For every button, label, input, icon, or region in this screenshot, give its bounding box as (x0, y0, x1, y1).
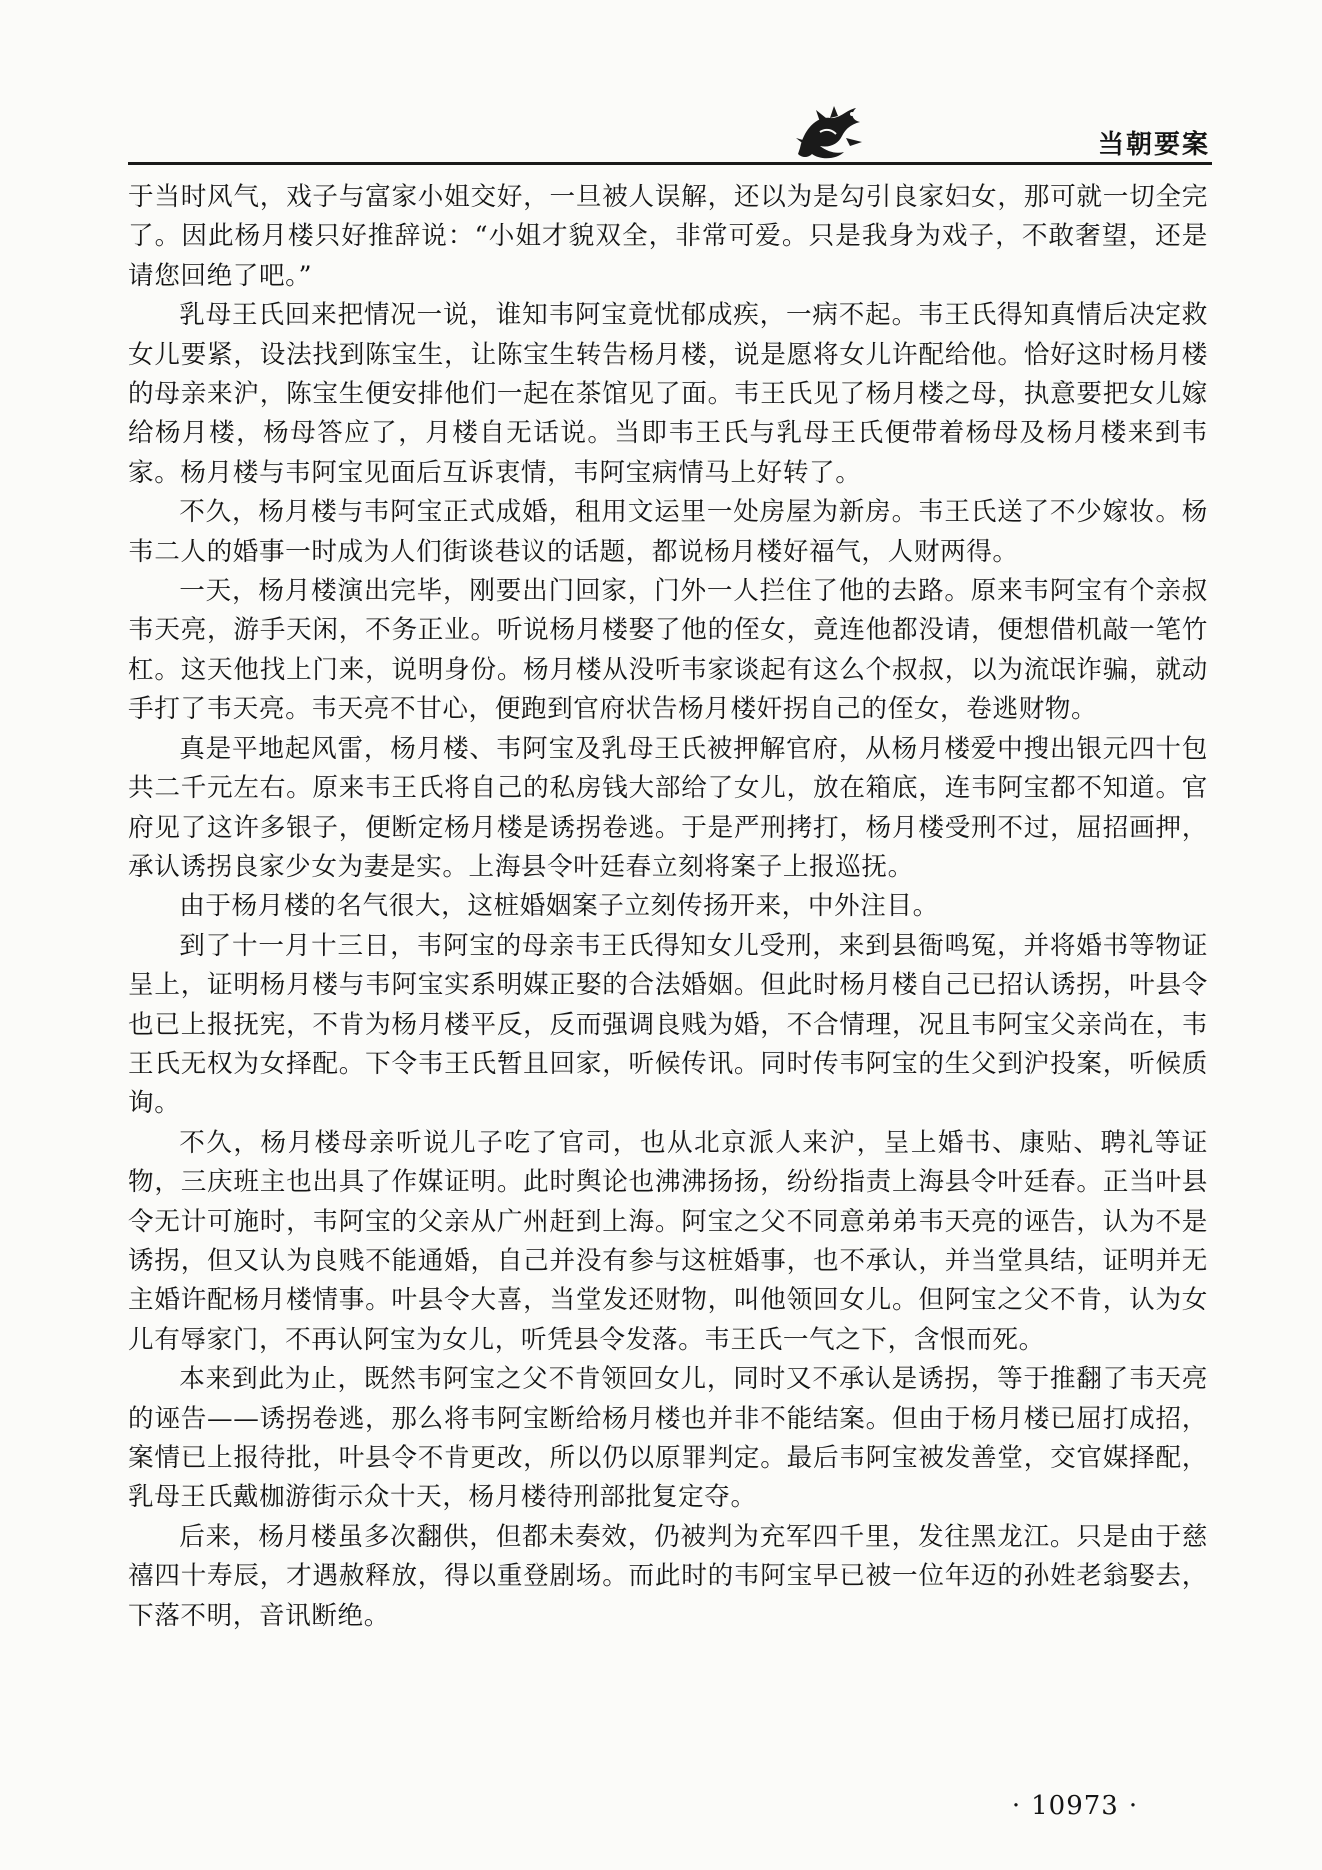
paragraph-4: 一天，杨月楼演出完毕，刚要出门回家，门外一人拦住了他的去路。原来韦阿宝有个亲叔韦天亮，游手天闲，不务正业。听说杨月楼娶了他的侄女，竟连他都没请，便想借机敲一笔竹杠。这天他找上门来，说明身份。杨月楼从没听韦家谈起有这么个叔叔，以为流氓诈骗，就动手打了韦天亮。韦天亮不甘心，便跑到官府状告杨月楼奸拐自己的侄女，卷逃财物。 (128, 576, 1208, 725)
paragraph-5: 真是平地起风雷，杨月楼、韦阿宝及乳母王氏被押解官府，从杨月楼爱中搜出银元四十包共二千元左右。原来韦王氏将自己的私房钱大部给了女儿，放在箱底，连韦阿宝都不知道。官府见了这许多银子，便断定杨月楼是诱拐卷逃。于是严刑拷打，杨月楼受刑不过，屈招画押，承认诱拐良家少女为妻是实。上海县令叶廷春立刻将案子上报巡抚。 (128, 733, 1208, 882)
paragraph-7: 到了十一月十三日，韦阿宝的母亲韦王氏得知女儿受刑，来到县衙鸣冤，并将婚书等物证呈上，证明杨月楼与韦阿宝实系明媒正娶的合法婚姻。但此时杨月楼自己已招认诱拐，叶县令也已上报抚宪，不肯为杨月楼平反，反而强调良贱为婚，不合情理，况且韦阿宝父亲尚在，韦王氏无权为女择配。下令韦王氏暂且回家，听候传讯。同时传韦阿宝的生父到沪投案，听候质询。 (128, 930, 1208, 1119)
paragraph-1: 于当时风气，戏子与富家小姐交好，一旦被人误解，还以为是勾引良家妇女，那可就一切全完了。因此杨月楼只好推辞说：“小姐才貌双全，非常可爱。只是我身为戏子，不敢奢望，还是请您回绝了吧。” (128, 182, 1208, 291)
paragraph-2: 乳母王氏回来把情况一说，谁知韦阿宝竟忧郁成疾，一病不起。韦王氏得知真情后决定救女儿要紧，设法找到陈宝生，让陈宝生转告杨月楼，说是愿将女儿许配给他。恰好这时杨月楼的母亲来沪，陈宝生便安排他们一起在茶馆见了面。韦王氏见了杨月楼之母，执意要把女儿嫁给杨月楼，杨母答应了，月楼自无话说。当即韦王氏与乳母王氏便带着杨母及杨月楼来到韦家。杨月楼与韦阿宝见面后互诉衷情，韦阿宝病情马上好转了。 (128, 300, 1208, 488)
paragraph-6: 由于杨月楼的名气很大，这桩婚姻案子立刻传扬开来，中外注目。 (179, 891, 939, 922)
article-body (128, 178, 1208, 1636)
folio-dot-right: · (1128, 1791, 1139, 1821)
paragraph-8: 不久，杨月楼母亲听说儿子吃了官司，也从北京派人来沪，呈上婚书、康贴、聘礼等证物，三庆班主也出具了作媒证明。此时舆论也沸沸扬扬，纷纷指责上海县令叶廷春。正当叶县令无计可施时，韦阿宝的父亲从广州赶到上海。阿宝之父不同意弟弟韦天亮的诬告，认为不是诱拐，但又认为良贱不能通婚，自己并没有参与这桩婚事，也不承认，并当堂具结，证明并无主婚许配杨月楼情事。叶县令大喜，当堂发还财物，叫他领回女儿。但阿宝之父不肯，认为女儿有辱家门，不再认阿宝为女儿，听凭县令发落。韦王氏一气之下，含恨而死。 (128, 1127, 1208, 1355)
running-title: 当朝要案 (1097, 130, 1210, 160)
page-number-value: 10973 (1031, 1791, 1119, 1821)
paragraph-3: 不久，杨月楼与韦阿宝正式成婚，租用文运里一处房屋为新房。韦王氏送了不少嫁妆。杨韦二人的婚事一时成为人们街谈巷议的话题，都说杨月楼好福气，人财两得。 (128, 497, 1208, 567)
paragraph-10: 后来，杨月楼虽多次翻供，但都未奏效，仍被判为充军四千里，发往黑龙江。只是由于慈禧四十寿辰，才遇赦释放，得以重登剧场。而此时的韦阿宝早已被一位年迈的孙姓老翁娶去，下落不明，音讯断绝。 (128, 1521, 1208, 1631)
folio-dot-left: · (1011, 1791, 1022, 1821)
dragon-emblem-icon (790, 98, 868, 164)
page-number (975, 1791, 1175, 1821)
page-header (790, 98, 1210, 168)
header-rule (128, 162, 1212, 165)
paragraph-9: 本来到此为止，既然韦阿宝之父不肯领回女儿，同时又不承认是诱拐，等于推翻了韦天亮的诬告——诱拐卷逃，那么将韦阿宝断给杨月楼也并非不能结案。但由于杨月楼已屈打成招，案情已上报待批，叶县令不肯更改，所以仍以原罪判定。最后韦阿宝被发善堂，交官媒择配，乳母王氏戴枷游街示众十天，杨月楼待刑部批复定夺。 (128, 1364, 1208, 1513)
